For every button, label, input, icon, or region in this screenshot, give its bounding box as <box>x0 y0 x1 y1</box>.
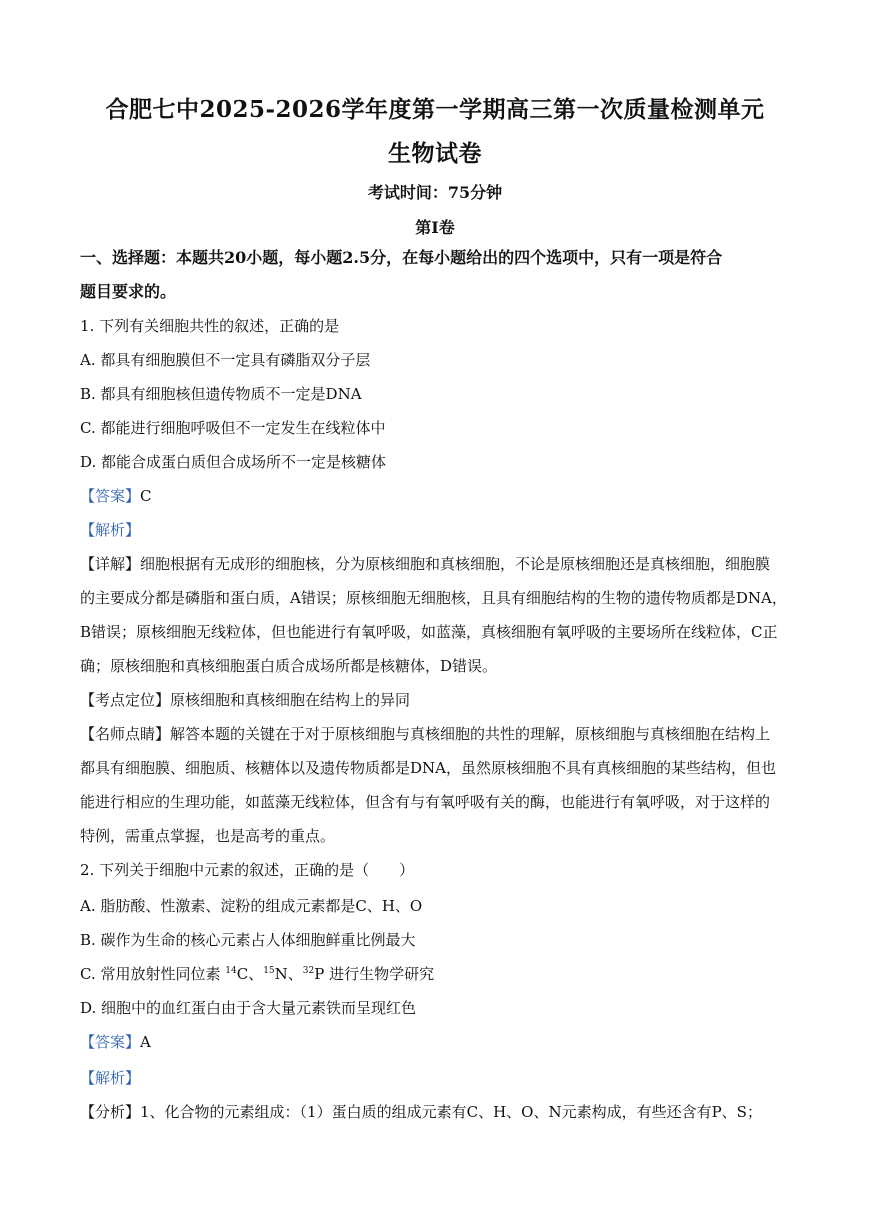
q2-fenxi <box>80 1102 790 1122</box>
isotope-element-p: P <box>314 965 325 983</box>
kaodian-tag: 【考点定位】 <box>80 691 171 709</box>
q2-option-d: D. 细胞中的血红蛋白由于含大量元素铁而呈现红色 <box>80 999 417 1017</box>
kaodian-text: 原核细胞和真核细胞在结构上的异同 <box>170 691 411 709</box>
analysis-tag: 【解析】 <box>80 521 141 539</box>
mingshi-tag: 【名师点睛】 <box>80 725 171 743</box>
volume-label: 第I卷 <box>415 218 455 237</box>
section-heading-line2: 题目要求的。 <box>80 282 177 301</box>
isotope-element-n: N、 <box>274 965 303 983</box>
q1-mingshi-line4: 特例，需重点掌握，也是高考的重点。 <box>80 827 336 845</box>
q2-option-b: B. 碳作为生命的核心元素占人体细胞鲜重比例最大 <box>80 931 416 949</box>
q1-option-b: B. 都具有细胞核但遗传物质不一定是DNA <box>80 385 362 403</box>
q1-mingshi-line2: 都具有细胞膜、细胞质、核糖体以及遗传物质都是DNA，虽然原核细胞不具有真核细胞的某些结构，但也 <box>80 759 776 777</box>
q1-detail-line3: B错误；原核细胞无线粒体，但也能进行有氧呼吸，如蓝藻，真核细胞有氧呼吸的主要场所在线粒体，C正 <box>80 623 778 641</box>
q1-mingshi-line1 <box>80 724 790 744</box>
q2-option-a: A. 脂肪酸、性激素、淀粉的组成元素都是C、H、O <box>80 897 423 915</box>
answer-tag: 【答案】 <box>80 487 141 505</box>
answer-value: A <box>140 1033 151 1051</box>
q1-stem: 1. 下列有关细胞共性的叙述，正确的是 <box>80 317 340 335</box>
answer-tag: 【答案】 <box>80 1033 141 1051</box>
isotope-mass-32: 32 <box>302 966 315 976</box>
fenxi-text: 1、化合物的元素组成：（1）蛋白质的组成元素有C、H、O、N元素构成，有些还含有P、S； <box>140 1103 762 1121</box>
isotope-mass-14: 14 <box>225 966 237 976</box>
detail-tag: 【详解】 <box>80 555 141 573</box>
q1-option-c: C. 都能进行细胞呼吸但不一定发生在线粒体中 <box>80 419 386 437</box>
q1-option-a: A. 都具有细胞膜但不一定具有磷脂双分子层 <box>80 351 371 369</box>
answer-value: C <box>140 487 152 505</box>
q2-answer <box>80 1032 790 1052</box>
exam-title-line1: 合肥七中2025-2026学年度第一学期高三第一次质量检测单元 <box>105 96 765 123</box>
detail-text: 细胞根据有无成形的细胞核，分为原核细胞和真核细胞，不论是原核细胞还是真核细胞，细胞膜 <box>140 555 771 573</box>
q1-mingshi-line3: 能进行相应的生理功能，如蓝藻无线粒体，但含有与有氧呼吸有关的酶，也能进行有氧呼吸，对于这样的 <box>80 793 771 811</box>
isotope-mass-15: 15 <box>263 966 275 976</box>
exam-time: 考试时间：75分钟 <box>367 183 503 202</box>
q2-stem: 2. 下列关于细胞中元素的叙述，正确的是（ ） <box>80 861 415 879</box>
isotope-element-c: C、 <box>236 965 264 983</box>
fenxi-tag: 【分析】 <box>80 1103 141 1121</box>
exam-title-line2: 生物试卷 <box>388 140 482 167</box>
q2-option-c-suffix: 进行生物学研究 <box>329 965 435 983</box>
q1-detail-line1 <box>80 554 790 574</box>
q1-detail-line4: 确；原核细胞和真核细胞蛋白质合成场所都是核糖体，D错误。 <box>80 657 498 675</box>
analysis-tag: 【解析】 <box>80 1069 141 1087</box>
q1-analysis-label <box>80 520 790 540</box>
q1-detail-line2: 的主要成分都是磷脂和蛋白质，A错误；原核细胞无细胞核，且具有细胞结构的生物的遗传物质都是DNA， <box>80 589 787 607</box>
mingshi-text: 解答本题的关键在于对于原核细胞与真核细胞的共性的理解，原核细胞与真核细胞在结构上 <box>170 725 771 743</box>
q2-option-c-prefix: C. 常用放射性同位素 <box>80 965 221 983</box>
q1-answer <box>80 486 790 506</box>
q2-option-c <box>80 964 790 984</box>
q1-kaodian <box>80 690 790 710</box>
q1-option-d: D. 都能合成蛋白质但合成场所不一定是核糖体 <box>80 453 387 471</box>
section-heading-line1: 一、选择题：本题共20小题，每小题2.5分，在每小题给出的四个选项中，只有一项是符合 <box>80 248 723 267</box>
q2-analysis-label <box>80 1068 790 1088</box>
